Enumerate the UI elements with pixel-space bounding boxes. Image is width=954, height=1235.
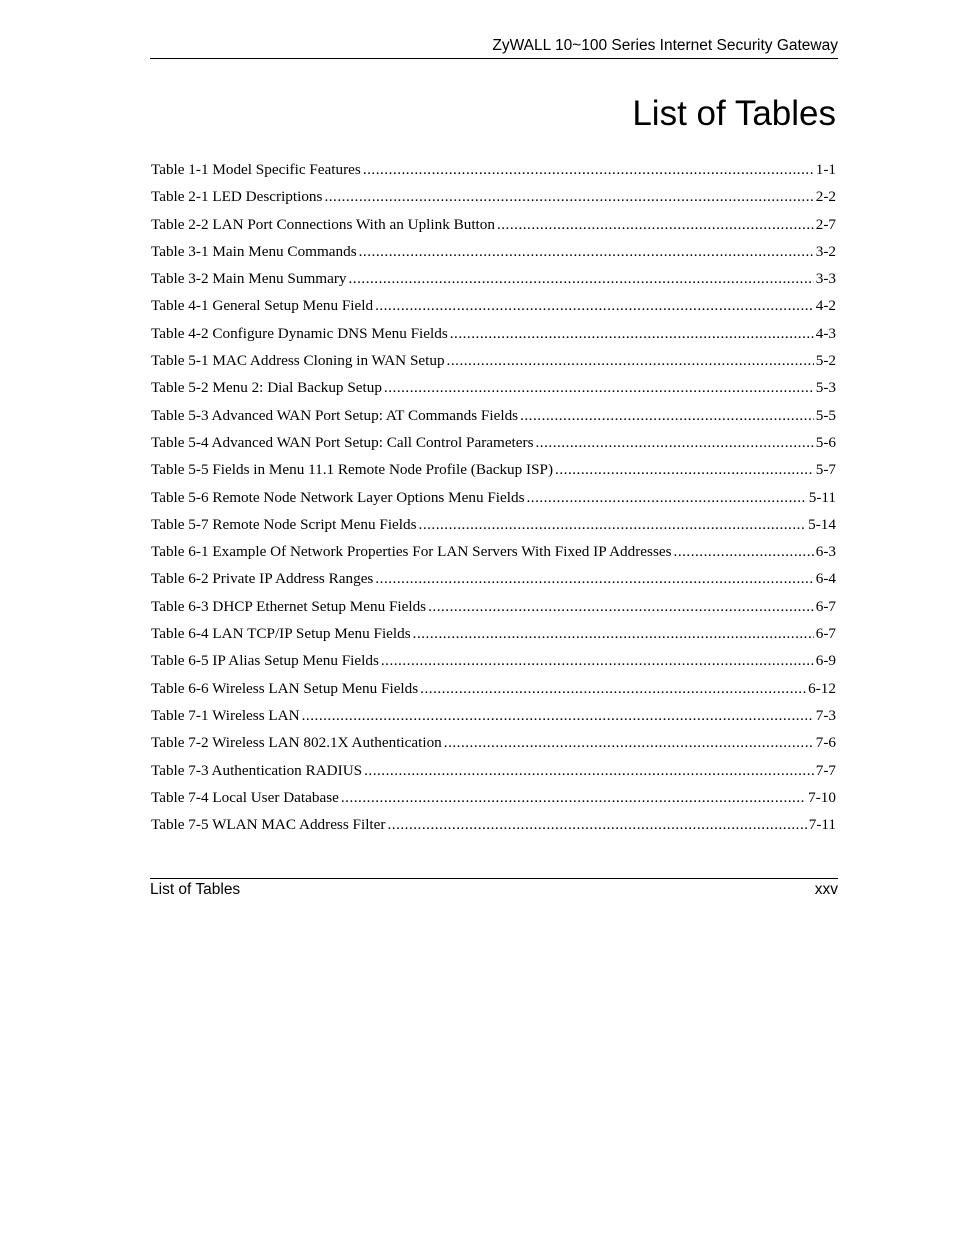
toc-entry-label: Table 7-2 Wireless LAN 802.1X Authentication — [151, 734, 442, 752]
dot-leader — [536, 432, 814, 454]
toc-entry-page: 5-6 — [815, 433, 836, 451]
toc-entry-label: Table 4-2 Configure Dynamic DNS Menu Fields — [151, 324, 448, 342]
toc-entry-page: 5-7 — [815, 461, 836, 479]
dot-leader — [384, 377, 814, 399]
toc-entry-page: 7-3 — [815, 706, 836, 724]
running-footer — [150, 878, 838, 900]
toc-entry-page: 7-10 — [808, 788, 836, 806]
footer-section-title: List of Tables — [150, 881, 241, 898]
toc-entry-label: Table 7-3 Authentication RADIUS — [151, 761, 363, 779]
toc-entry-label: Table 6-4 LAN TCP/IP Setup Menu Fields — [151, 625, 411, 643]
toc-entry[interactable] — [151, 214, 836, 241]
footer-page-number: xxv — [814, 881, 838, 898]
toc-entry-page: 4-3 — [815, 324, 836, 342]
toc-entry[interactable] — [151, 814, 836, 841]
dot-leader — [341, 787, 806, 809]
toc-entry-label: Table 3-1 Main Menu Commands — [151, 242, 357, 260]
toc-entry[interactable] — [151, 487, 836, 514]
toc-entry[interactable] — [151, 568, 836, 595]
toc-entry[interactable] — [151, 159, 836, 186]
toc-entry-label: Table 5-6 Remote Node Network Layer Options Menu Fields — [151, 488, 525, 506]
toc-entry[interactable] — [151, 760, 836, 787]
toc-entry-label: Table 5-3 Advanced WAN Port Setup: AT Commands Fields — [151, 406, 519, 424]
toc-entry-label: Table 5-2 Menu 2: Dial Backup Setup — [151, 379, 382, 397]
toc-entry[interactable] — [151, 678, 836, 705]
dot-leader — [555, 459, 814, 481]
dot-leader — [364, 760, 814, 782]
dot-leader — [302, 705, 814, 727]
header-product-title: ZyWALL 10~100 Series Internet Security Gateway — [492, 37, 838, 54]
toc-entry[interactable] — [151, 787, 836, 814]
toc-entry-label: Table 6-2 Private IP Address Ranges — [151, 570, 374, 588]
toc-entry[interactable] — [151, 295, 836, 322]
toc-entry[interactable] — [151, 650, 836, 677]
dot-leader — [375, 568, 813, 590]
toc-entry-page: 6-3 — [815, 543, 836, 561]
toc-entry[interactable] — [151, 432, 836, 459]
toc-entry[interactable] — [151, 596, 836, 623]
toc-entry-label: Table 6-6 Wireless LAN Setup Menu Fields — [151, 679, 419, 697]
toc-entry-page: 5-5 — [815, 406, 836, 424]
toc-entry-label: Table 7-1 Wireless LAN — [151, 706, 300, 724]
toc-entry-label: Table 5-5 Fields in Menu 11.1 Remote Node Profile (Backup ISP) — [151, 461, 554, 479]
dot-leader — [359, 241, 814, 263]
toc-entry-page: 6-12 — [808, 679, 836, 697]
dot-leader — [526, 487, 806, 509]
toc-entry[interactable] — [151, 323, 836, 350]
dot-leader — [450, 323, 814, 345]
toc-entry[interactable] — [151, 405, 836, 432]
toc-entry[interactable] — [151, 350, 836, 377]
page-title: List of Tables — [632, 94, 836, 133]
dot-leader — [387, 814, 806, 836]
dot-leader — [375, 295, 814, 317]
toc-entry-page: 3-2 — [815, 242, 836, 260]
toc-entry-page: 1-1 — [815, 161, 836, 178]
toc-entry[interactable] — [151, 268, 836, 295]
table-of-contents-list — [151, 159, 836, 841]
toc-entry-label: Table 2-2 LAN Port Connections With an Uplink Button — [151, 215, 495, 233]
toc-entry-label: Table 5-7 Remote Node Script Menu Fields — [151, 515, 417, 533]
dot-leader — [674, 541, 814, 563]
toc-entry-page: 6-4 — [815, 570, 836, 588]
toc-entry-page: 5-2 — [815, 352, 836, 370]
dot-leader — [420, 678, 806, 700]
dot-leader — [520, 405, 814, 427]
toc-entry[interactable] — [151, 459, 836, 486]
dot-leader — [497, 214, 814, 236]
toc-entry-page: 4-2 — [815, 297, 836, 315]
toc-entry-page: 6-9 — [815, 652, 836, 670]
toc-entry-page: 7-11 — [808, 816, 836, 834]
toc-entry-label: Table 5-1 MAC Address Cloning in WAN Setup — [151, 352, 445, 370]
toc-entry[interactable] — [151, 705, 836, 732]
toc-entry-label: Table 3-2 Main Menu Summary — [151, 270, 347, 288]
toc-entry[interactable] — [151, 241, 836, 268]
dot-leader — [447, 350, 814, 372]
toc-entry-label: Table 1-1 Model Specific Features — [151, 161, 361, 178]
toc-entry-page: 5-11 — [808, 488, 836, 506]
dot-leader — [419, 514, 807, 536]
dot-leader — [413, 623, 814, 645]
toc-entry-page: 2-2 — [815, 188, 836, 206]
toc-entry-label: Table 4-1 General Setup Menu Field — [151, 297, 374, 315]
toc-entry-page: 6-7 — [815, 597, 836, 615]
toc-entry[interactable] — [151, 514, 836, 541]
toc-entry-label: Table 6-1 Example Of Network Properties For LAN Servers With Fixed IP Addresses — [151, 543, 672, 561]
toc-entry-label: Table 7-4 Local User Database — [151, 788, 339, 806]
dot-leader — [324, 186, 813, 208]
toc-entry-page: 3-3 — [815, 270, 836, 288]
toc-entry[interactable] — [151, 732, 836, 759]
toc-entry[interactable] — [151, 377, 836, 404]
toc-entry-page: 2-7 — [815, 215, 836, 233]
dot-leader — [381, 650, 814, 672]
toc-entry-label: Table 2-1 LED Descriptions — [151, 188, 323, 206]
toc-entry-label: Table 5-4 Advanced WAN Port Setup: Call Control Parameters — [151, 433, 534, 451]
dot-leader — [428, 596, 814, 618]
dot-leader — [363, 159, 814, 181]
dot-leader — [349, 268, 814, 290]
toc-entry[interactable] — [151, 623, 836, 650]
toc-entry-label: Table 6-3 DHCP Ethernet Setup Menu Fields — [151, 597, 427, 615]
running-header — [150, 36, 838, 59]
toc-entry-page: 7-7 — [815, 761, 836, 779]
toc-entry[interactable] — [151, 541, 836, 568]
toc-entry-label: Table 6-5 IP Alias Setup Menu Fields — [151, 652, 379, 670]
toc-entry-label: Table 7-5 WLAN MAC Address Filter — [151, 816, 386, 834]
dot-leader — [444, 732, 814, 754]
toc-entry-page: 5-3 — [815, 379, 836, 397]
toc-entry-page: 5-14 — [808, 515, 836, 533]
toc-entry[interactable] — [151, 186, 836, 213]
toc-entry-page: 7-6 — [815, 734, 836, 752]
toc-entry-page: 6-7 — [815, 625, 836, 643]
